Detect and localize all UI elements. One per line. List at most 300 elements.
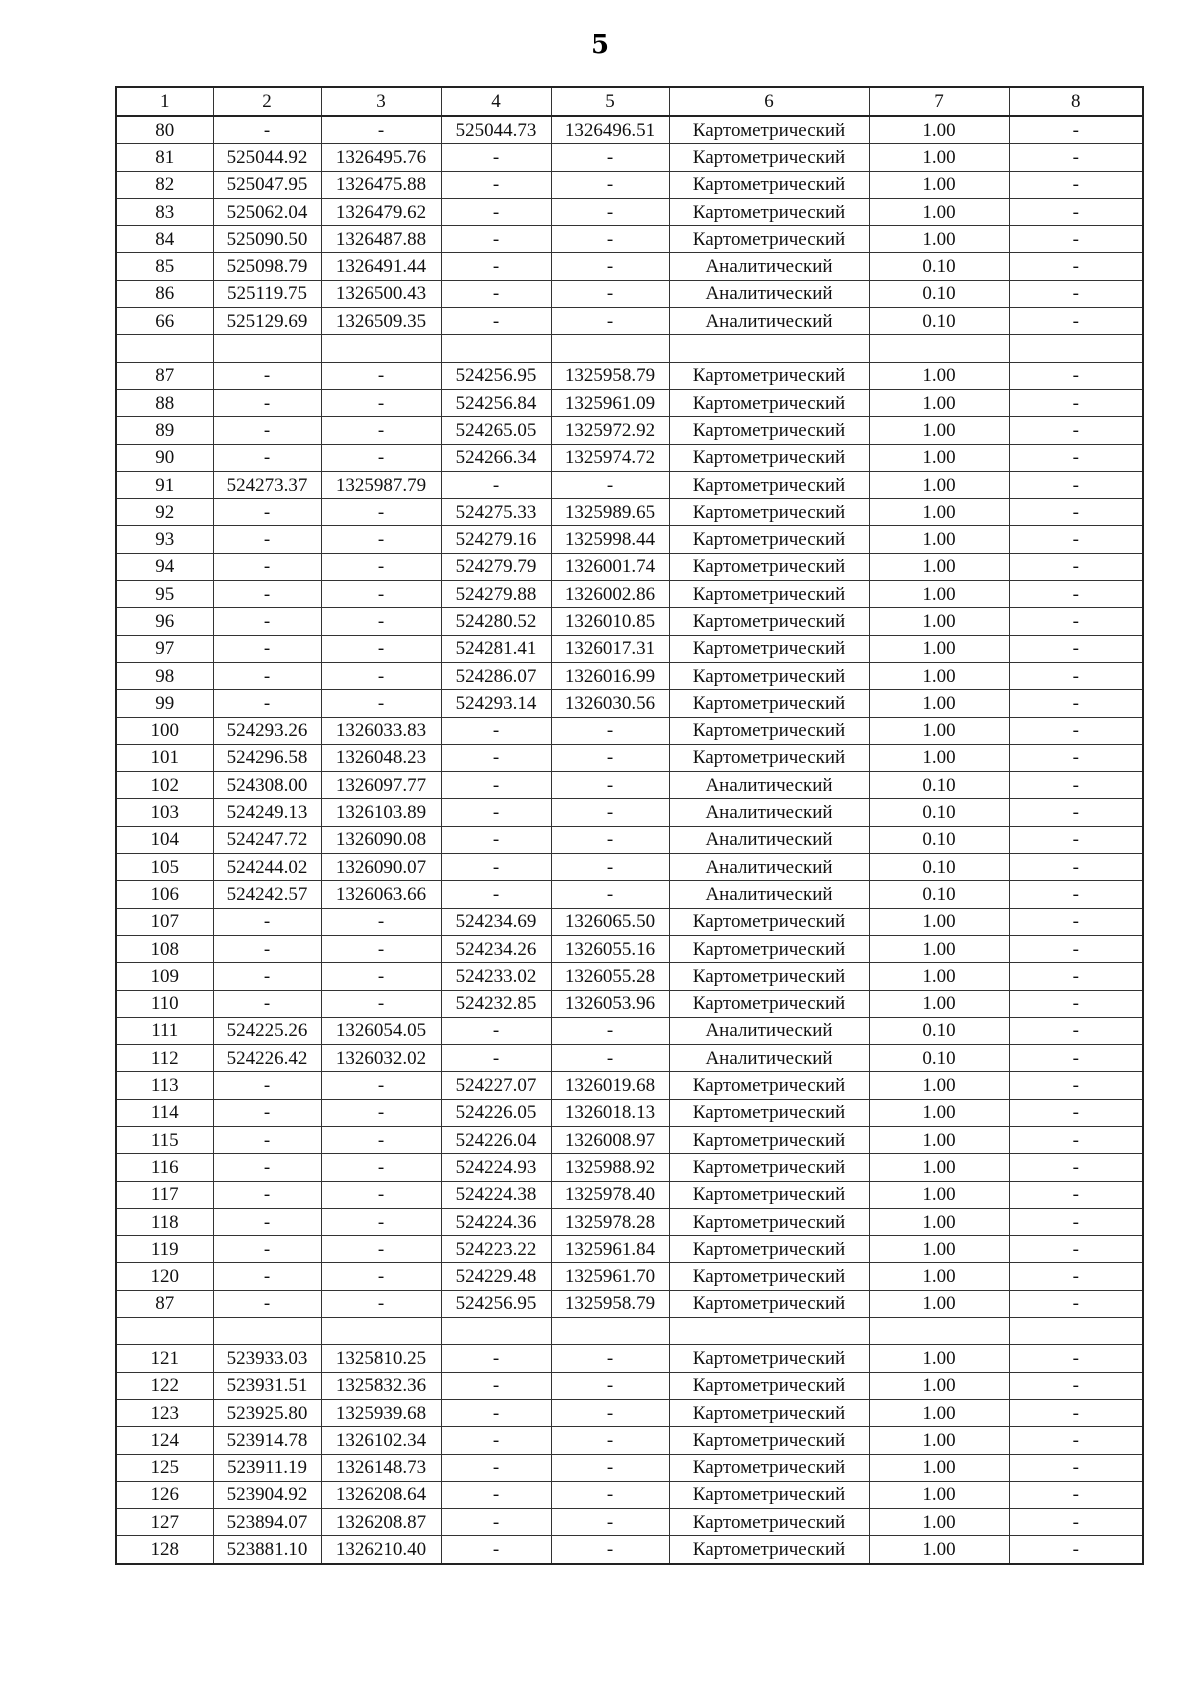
y-coordinate-cell: 1326097.77 (321, 772, 441, 799)
method-cell: Картометрический (669, 581, 869, 608)
accuracy-cell: 1.00 (869, 526, 1009, 553)
y-new-coordinate-cell: - (551, 744, 669, 771)
method-cell: Картометрический (669, 526, 869, 553)
y-coordinate-cell: - (321, 963, 441, 990)
accuracy-cell: 1.00 (869, 1536, 1009, 1564)
accuracy-cell: 1.00 (869, 499, 1009, 526)
accuracy-cell: 0.10 (869, 799, 1009, 826)
y-new-coordinate-cell: - (551, 1372, 669, 1399)
x-new-coordinate-cell: 524256.95 (441, 362, 551, 389)
method-cell: Аналитический (669, 772, 869, 799)
accuracy-cell: 1.00 (869, 1345, 1009, 1372)
method-cell: Картометрический (669, 1454, 869, 1481)
method-cell: Аналитический (669, 854, 869, 881)
accuracy-cell: 0.10 (869, 1017, 1009, 1044)
accuracy-cell: 1.00 (869, 1126, 1009, 1153)
y-new-coordinate-cell: 1325978.28 (551, 1208, 669, 1235)
method-cell: Картометрический (669, 444, 869, 471)
description-cell: - (1009, 1208, 1143, 1235)
y-coordinate-cell: - (321, 662, 441, 689)
x-new-coordinate-cell: 524226.04 (441, 1126, 551, 1153)
accuracy-cell: 1.00 (869, 1509, 1009, 1536)
x-new-coordinate-cell: 524224.93 (441, 1154, 551, 1181)
accuracy-cell: 1.00 (869, 1399, 1009, 1426)
method-cell: Картометрический (669, 608, 869, 635)
x-coordinate-cell: 523925.80 (213, 1399, 321, 1426)
description-cell: - (1009, 799, 1143, 826)
x-new-coordinate-cell: - (441, 171, 551, 198)
description-cell: - (1009, 362, 1143, 389)
description-cell: - (1009, 854, 1143, 881)
x-coordinate-cell: - (213, 499, 321, 526)
x-coordinate-cell: 523881.10 (213, 1536, 321, 1564)
point-number-cell: 124 (116, 1427, 213, 1454)
x-new-coordinate-cell: - (441, 854, 551, 881)
x-coordinate-cell: - (213, 635, 321, 662)
method-cell: Картометрический (669, 1372, 869, 1399)
y-coordinate-cell: 1325810.25 (321, 1345, 441, 1372)
table-row (116, 990, 1143, 1017)
point-number-cell: 122 (116, 1372, 213, 1399)
table-row (116, 1427, 1143, 1454)
y-new-coordinate-cell: - (551, 799, 669, 826)
description-cell: - (1009, 662, 1143, 689)
description-cell: - (1009, 253, 1143, 280)
y-coordinate-cell: 1326048.23 (321, 744, 441, 771)
method-cell (669, 1318, 869, 1345)
x-coordinate-cell: - (213, 1263, 321, 1290)
x-new-coordinate-cell: 524286.07 (441, 662, 551, 689)
description-cell: - (1009, 1181, 1143, 1208)
description-cell (1009, 1318, 1143, 1345)
accuracy-cell: 1.00 (869, 198, 1009, 225)
description-cell: - (1009, 1017, 1143, 1044)
description-cell: - (1009, 1481, 1143, 1508)
description-cell: - (1009, 772, 1143, 799)
x-new-coordinate-cell: - (441, 471, 551, 498)
point-number-cell: 97 (116, 635, 213, 662)
y-coordinate-cell: - (321, 635, 441, 662)
table-separator-row (116, 335, 1143, 362)
point-number-cell: 86 (116, 280, 213, 307)
x-new-coordinate-cell: 524234.69 (441, 908, 551, 935)
y-new-coordinate-cell: - (551, 1509, 669, 1536)
y-new-coordinate-cell: - (551, 171, 669, 198)
accuracy-cell: 1.00 (869, 1290, 1009, 1317)
description-cell: - (1009, 1454, 1143, 1481)
accuracy-cell: 1.00 (869, 608, 1009, 635)
y-new-coordinate-cell: - (551, 253, 669, 280)
description-cell: - (1009, 881, 1143, 908)
point-number-cell: 119 (116, 1236, 213, 1263)
y-coordinate-cell: 1326208.87 (321, 1509, 441, 1536)
accuracy-cell: 1.00 (869, 171, 1009, 198)
y-coordinate-cell: 1326487.88 (321, 226, 441, 253)
method-cell: Аналитический (669, 826, 869, 853)
y-new-coordinate-cell: - (551, 471, 669, 498)
y-coordinate-cell: - (321, 1154, 441, 1181)
point-number-cell: 83 (116, 198, 213, 225)
point-number-cell: 108 (116, 935, 213, 962)
x-new-coordinate-cell: 524227.07 (441, 1072, 551, 1099)
point-number-cell: 110 (116, 990, 213, 1017)
method-cell: Картометрический (669, 116, 869, 144)
description-cell: - (1009, 1290, 1143, 1317)
accuracy-cell: 1.00 (869, 116, 1009, 144)
y-new-coordinate-cell: 1325972.92 (551, 417, 669, 444)
method-cell: Картометрический (669, 362, 869, 389)
point-number-cell: 85 (116, 253, 213, 280)
x-coordinate-cell: - (213, 1236, 321, 1263)
x-new-coordinate-cell: - (441, 1017, 551, 1044)
method-cell: Картометрический (669, 553, 869, 580)
description-cell: - (1009, 935, 1143, 962)
y-coordinate-cell: 1326500.43 (321, 280, 441, 307)
table-row (116, 1181, 1143, 1208)
table-row (116, 1372, 1143, 1399)
description-cell: - (1009, 198, 1143, 225)
x-new-coordinate-cell: 524266.34 (441, 444, 551, 471)
y-new-coordinate-cell: 1326496.51 (551, 116, 669, 144)
y-new-coordinate-cell: - (551, 144, 669, 171)
point-number-cell: 102 (116, 772, 213, 799)
x-new-coordinate-cell: - (441, 881, 551, 908)
method-cell: Картометрический (669, 417, 869, 444)
point-number-cell: 128 (116, 1536, 213, 1564)
table-row (116, 581, 1143, 608)
column-header: 8 (1009, 87, 1143, 116)
y-coordinate-cell: 1326063.66 (321, 881, 441, 908)
table-row (116, 717, 1143, 744)
method-cell: Картометрический (669, 1481, 869, 1508)
description-cell: - (1009, 1536, 1143, 1564)
accuracy-cell: 1.00 (869, 662, 1009, 689)
description-cell: - (1009, 963, 1143, 990)
y-new-coordinate-cell: 1326055.16 (551, 935, 669, 962)
y-coordinate-cell: 1326148.73 (321, 1454, 441, 1481)
page-number: 5 (590, 30, 610, 60)
table-row (116, 662, 1143, 689)
table-row (116, 744, 1143, 771)
y-coordinate-cell: - (321, 1072, 441, 1099)
point-number-cell: 92 (116, 499, 213, 526)
y-new-coordinate-cell: - (551, 1536, 669, 1564)
method-cell: Аналитический (669, 1045, 869, 1072)
x-coordinate-cell: - (213, 526, 321, 553)
accuracy-cell: 1.00 (869, 908, 1009, 935)
x-coordinate-cell: 523931.51 (213, 1372, 321, 1399)
table-row (116, 799, 1143, 826)
y-new-coordinate-cell: - (551, 1427, 669, 1454)
y-coordinate-cell: 1326475.88 (321, 171, 441, 198)
y-coordinate-cell: - (321, 990, 441, 1017)
y-new-coordinate-cell: 1326018.13 (551, 1099, 669, 1126)
y-coordinate-cell (321, 335, 441, 362)
method-cell: Картометрический (669, 226, 869, 253)
point-number-cell: 89 (116, 417, 213, 444)
accuracy-cell: 1.00 (869, 553, 1009, 580)
y-new-coordinate-cell: 1326017.31 (551, 635, 669, 662)
y-new-coordinate-cell: - (551, 1481, 669, 1508)
table-row (116, 690, 1143, 717)
x-coordinate-cell: 525119.75 (213, 280, 321, 307)
x-coordinate-cell: - (213, 990, 321, 1017)
x-coordinate-cell: - (213, 581, 321, 608)
accuracy-cell: 1.00 (869, 690, 1009, 717)
point-number-cell: 88 (116, 389, 213, 416)
table-header-row (116, 87, 1143, 116)
x-new-coordinate-cell: 524232.85 (441, 990, 551, 1017)
point-number-cell: 87 (116, 362, 213, 389)
method-cell (669, 335, 869, 362)
x-new-coordinate-cell: - (441, 1045, 551, 1072)
accuracy-cell: 1.00 (869, 1208, 1009, 1235)
description-cell: - (1009, 1236, 1143, 1263)
table-row (116, 854, 1143, 881)
method-cell: Картометрический (669, 744, 869, 771)
y-coordinate-cell: - (321, 1290, 441, 1317)
accuracy-cell: 1.00 (869, 144, 1009, 171)
description-cell: - (1009, 526, 1143, 553)
point-number-cell: 107 (116, 908, 213, 935)
y-coordinate-cell: - (321, 1126, 441, 1153)
y-new-coordinate-cell: - (551, 717, 669, 744)
table-row (116, 1072, 1143, 1099)
description-cell: - (1009, 499, 1143, 526)
x-coordinate-cell: 524242.57 (213, 881, 321, 908)
x-coordinate-cell: 525098.79 (213, 253, 321, 280)
table-row (116, 253, 1143, 280)
point-number-cell: 117 (116, 1181, 213, 1208)
table-row (116, 526, 1143, 553)
column-header: 3 (321, 87, 441, 116)
accuracy-cell: 1.00 (869, 417, 1009, 444)
y-new-coordinate-cell: - (551, 1045, 669, 1072)
description-cell: - (1009, 226, 1143, 253)
x-new-coordinate-cell: - (441, 772, 551, 799)
description-cell: - (1009, 1099, 1143, 1126)
y-new-coordinate-cell: 1325958.79 (551, 362, 669, 389)
y-new-coordinate-cell: - (551, 1399, 669, 1426)
method-cell: Картометрический (669, 1181, 869, 1208)
y-new-coordinate-cell: 1326008.97 (551, 1126, 669, 1153)
point-number-cell: 82 (116, 171, 213, 198)
method-cell: Картометрический (669, 1208, 869, 1235)
x-new-coordinate-cell: 524224.38 (441, 1181, 551, 1208)
point-number-cell: 80 (116, 116, 213, 144)
description-cell: - (1009, 471, 1143, 498)
table-row (116, 116, 1143, 144)
y-coordinate-cell: - (321, 362, 441, 389)
table-row (116, 362, 1143, 389)
column-header: 5 (551, 87, 669, 116)
accuracy-cell: 0.10 (869, 1045, 1009, 1072)
point-number-cell: 101 (116, 744, 213, 771)
description-cell: - (1009, 1263, 1143, 1290)
method-cell: Картометрический (669, 935, 869, 962)
x-coordinate-cell: - (213, 1072, 321, 1099)
accuracy-cell (869, 1318, 1009, 1345)
point-number-cell: 111 (116, 1017, 213, 1044)
point-number-cell: 115 (116, 1126, 213, 1153)
table-row (116, 226, 1143, 253)
y-new-coordinate-cell: - (551, 1454, 669, 1481)
y-coordinate-cell: 1326479.62 (321, 198, 441, 225)
description-cell: - (1009, 1126, 1143, 1153)
y-new-coordinate-cell: - (551, 198, 669, 225)
point-number-cell: 118 (116, 1208, 213, 1235)
description-cell: - (1009, 1345, 1143, 1372)
x-coordinate-cell: 523911.19 (213, 1454, 321, 1481)
x-coordinate-cell: - (213, 389, 321, 416)
point-number-cell: 91 (116, 471, 213, 498)
y-coordinate-cell: - (321, 417, 441, 444)
x-coordinate-cell: - (213, 608, 321, 635)
point-number-cell: 127 (116, 1509, 213, 1536)
y-new-coordinate-cell: 1326019.68 (551, 1072, 669, 1099)
method-cell: Картометрический (669, 1290, 869, 1317)
x-new-coordinate-cell: 524233.02 (441, 963, 551, 990)
table-row (116, 1481, 1143, 1508)
x-new-coordinate-cell: - (441, 717, 551, 744)
method-cell: Картометрический (669, 1154, 869, 1181)
method-cell: Картометрический (669, 635, 869, 662)
x-new-coordinate-cell: 524256.84 (441, 389, 551, 416)
description-cell: - (1009, 826, 1143, 853)
y-coordinate-cell: 1326032.02 (321, 1045, 441, 1072)
x-coordinate-cell: - (213, 417, 321, 444)
y-new-coordinate-cell: - (551, 280, 669, 307)
x-coordinate-cell: - (213, 553, 321, 580)
y-new-coordinate-cell: - (551, 772, 669, 799)
x-new-coordinate-cell: - (441, 198, 551, 225)
y-coordinate-cell: - (321, 608, 441, 635)
x-coordinate-cell: 525047.95 (213, 171, 321, 198)
method-cell: Картометрический (669, 389, 869, 416)
y-new-coordinate-cell: - (551, 226, 669, 253)
y-new-coordinate-cell (551, 1318, 669, 1345)
x-new-coordinate-cell: - (441, 826, 551, 853)
table-row (116, 308, 1143, 335)
x-coordinate-cell: 525062.04 (213, 198, 321, 225)
table-row (116, 1536, 1143, 1564)
method-cell: Картометрический (669, 1236, 869, 1263)
description-cell: - (1009, 1072, 1143, 1099)
description-cell: - (1009, 280, 1143, 307)
method-cell: Картометрический (669, 1099, 869, 1126)
table-row (116, 1236, 1143, 1263)
y-new-coordinate-cell: 1326002.86 (551, 581, 669, 608)
column-header: 2 (213, 87, 321, 116)
x-coordinate-cell: - (213, 1154, 321, 1181)
y-new-coordinate-cell: 1325998.44 (551, 526, 669, 553)
table-row (116, 1509, 1143, 1536)
accuracy-cell: 1.00 (869, 444, 1009, 471)
x-new-coordinate-cell: - (441, 1399, 551, 1426)
point-number-cell: 95 (116, 581, 213, 608)
y-coordinate-cell: 1326033.83 (321, 717, 441, 744)
table-row (116, 144, 1143, 171)
y-new-coordinate-cell: - (551, 1017, 669, 1044)
x-new-coordinate-cell: 524275.33 (441, 499, 551, 526)
y-new-coordinate-cell: 1326030.56 (551, 690, 669, 717)
y-coordinate-cell: - (321, 935, 441, 962)
method-cell: Картометрический (669, 471, 869, 498)
table-row (116, 280, 1143, 307)
method-cell: Картометрический (669, 1427, 869, 1454)
method-cell: Аналитический (669, 253, 869, 280)
point-number-cell: 98 (116, 662, 213, 689)
description-cell: - (1009, 717, 1143, 744)
x-coordinate-cell: - (213, 1181, 321, 1208)
method-cell: Картометрический (669, 1345, 869, 1372)
column-header: 1 (116, 87, 213, 116)
description-cell: - (1009, 690, 1143, 717)
table-row (116, 171, 1143, 198)
x-coordinate-cell: - (213, 362, 321, 389)
x-coordinate-cell: 525090.50 (213, 226, 321, 253)
point-number-cell: 66 (116, 308, 213, 335)
y-new-coordinate-cell: - (551, 854, 669, 881)
description-cell: - (1009, 553, 1143, 580)
description-cell: - (1009, 389, 1143, 416)
point-number-cell (116, 1318, 213, 1345)
y-coordinate-cell: - (321, 526, 441, 553)
description-cell: - (1009, 1399, 1143, 1426)
method-cell: Картометрический (669, 1399, 869, 1426)
method-cell: Аналитический (669, 308, 869, 335)
x-new-coordinate-cell: 524226.05 (441, 1099, 551, 1126)
column-header: 6 (669, 87, 869, 116)
method-cell: Картометрический (669, 690, 869, 717)
y-coordinate-cell: 1326509.35 (321, 308, 441, 335)
x-coordinate-cell: 523904.92 (213, 1481, 321, 1508)
table-row (116, 1454, 1143, 1481)
accuracy-cell: 0.10 (869, 854, 1009, 881)
method-cell: Картометрический (669, 963, 869, 990)
method-cell: Картометрический (669, 144, 869, 171)
x-coordinate-cell: 524308.00 (213, 772, 321, 799)
description-cell: - (1009, 908, 1143, 935)
method-cell: Картометрический (669, 1126, 869, 1153)
method-cell: Аналитический (669, 881, 869, 908)
y-coordinate-cell: - (321, 1263, 441, 1290)
x-new-coordinate-cell: - (441, 1427, 551, 1454)
table-row (116, 908, 1143, 935)
table-row (116, 1154, 1143, 1181)
y-coordinate-cell: 1326090.07 (321, 854, 441, 881)
accuracy-cell: 1.00 (869, 581, 1009, 608)
description-cell (1009, 335, 1143, 362)
accuracy-cell: 0.10 (869, 253, 1009, 280)
x-new-coordinate-cell: - (441, 308, 551, 335)
x-coordinate-cell: 523894.07 (213, 1509, 321, 1536)
point-number-cell: 116 (116, 1154, 213, 1181)
table-row (116, 1045, 1143, 1072)
x-new-coordinate-cell: - (441, 1536, 551, 1564)
point-number-cell: 104 (116, 826, 213, 853)
y-new-coordinate-cell: - (551, 1345, 669, 1372)
y-new-coordinate-cell: - (551, 308, 669, 335)
y-new-coordinate-cell: 1325958.79 (551, 1290, 669, 1317)
x-new-coordinate-cell: 524279.79 (441, 553, 551, 580)
table-separator-row (116, 1318, 1143, 1345)
table-row (116, 389, 1143, 416)
table-row (116, 1399, 1143, 1426)
y-coordinate-cell: - (321, 1099, 441, 1126)
method-cell: Картометрический (669, 1536, 869, 1564)
y-coordinate-cell: - (321, 1208, 441, 1235)
